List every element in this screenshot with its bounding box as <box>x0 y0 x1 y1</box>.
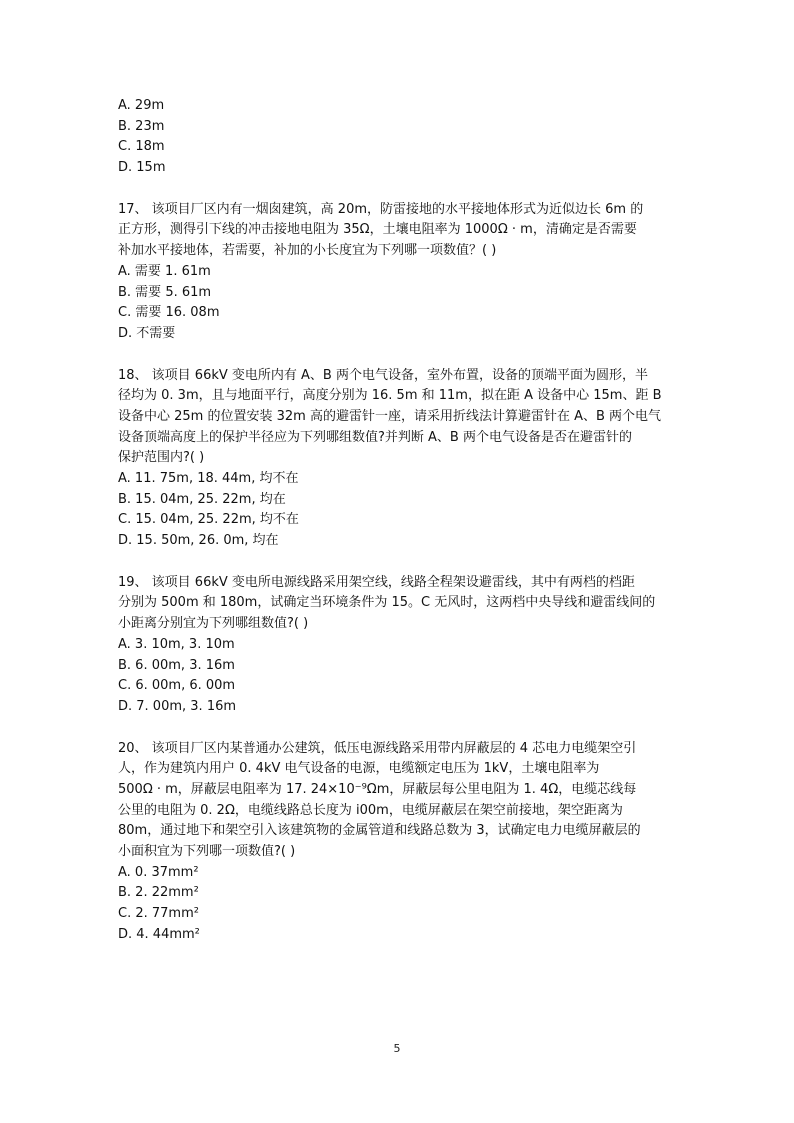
question-line: 小距离分别宜为下列哪组数值?( ) <box>118 616 309 632</box>
question-line: 80m，通过地下和架空引入该建筑物的金属管道和线路总数为 3，试确定电力电缆屏蔽层的 <box>118 823 641 839</box>
question-19 <box>118 573 678 718</box>
question-line: 公里的电阻为 0. 2Ω，电缆线路总长度为 i00m，电缆屏蔽层在架空前接地，架空距离为 <box>118 802 623 818</box>
question-line: 17、 该项目厂区内有一烟囱建筑，高 20m，防雷接地的水平接地体形式为近似边长 6m 的 <box>118 201 644 217</box>
question-text <box>118 366 678 469</box>
option-a: A. 3. 10m, 3. 10m <box>118 636 235 652</box>
question-line: 正方形，测得引下线的冲击接地电阻为 35Ω，土壤电阻率为 1000Ω · m，清确定是否需要 <box>118 222 637 238</box>
question-line: 补加水平接地体，若需要，补加的小长度宜为下列哪一项数值？( ) <box>118 243 497 259</box>
option-a: A. 0. 37mm² <box>118 864 199 880</box>
option-b: B. 需要 5. 61m <box>118 284 212 300</box>
document-page <box>118 96 678 945</box>
option-d: D. 4. 44mm² <box>118 926 200 942</box>
option-d: D. 15m <box>118 160 166 176</box>
option-b: B. 6. 00m, 3. 16m <box>118 657 235 673</box>
question-line: 设备中心 25m 的位置安装 32m 高的避雷针一座，请采用折线法计算避雷针在 A、B 两个电气 <box>118 408 662 424</box>
question-text <box>118 739 678 863</box>
prev-question-options <box>118 96 678 179</box>
question-18 <box>118 366 678 552</box>
option-c: C. 2. 77mm² <box>118 906 199 922</box>
option-a: A. 需要 1. 61m <box>118 263 211 279</box>
question-line: 20、 该项目厂区内某普通办公建筑，低压电源线路采用带内屏蔽层的 4 芯电力电缆架空引 <box>118 740 637 756</box>
question-20 <box>118 739 678 946</box>
question-line: 设备顶端高度上的保护半径应为下列哪组数值?并判断 A、B 两个电气设备是否在避雷针的 <box>118 429 632 445</box>
option-a: A. 29m <box>118 98 165 113</box>
option-b: B. 2. 22mm² <box>118 885 199 901</box>
question-line: 500Ω · m，屏蔽层电阻率为 17. 24×10⁻⁹Ωm，屏蔽层每公里电阻为 1. 4Ω，电缆芯线每 <box>118 781 637 797</box>
question-line: 小面积宜为下列哪一项数值?( ) <box>118 844 296 859</box>
question-text <box>118 573 678 635</box>
question-line: 分别为 500m 和 180m，试确定当环境条件为 15。C 无风时，这两档中央导线和避雷线间的 <box>118 595 656 611</box>
option-c: C. 需要 16. 08m <box>118 305 220 321</box>
option-d: D. 不需要 <box>118 325 176 341</box>
option-a: A. 11. 75m, 18. 44m, 均不在 <box>118 471 299 486</box>
option-b: B. 15. 04m, 25. 22m, 均在 <box>118 491 286 507</box>
option-c: C. 15. 04m, 25. 22m, 均不在 <box>118 512 299 528</box>
question-text <box>118 200 678 262</box>
question-line: 人，作为建筑内用户 0. 4kV 电气设备的电源，电缆额定电压为 1kV，土壤电阻率为 <box>118 761 600 777</box>
option-d: D. 15. 50m, 26. 0m, 均在 <box>118 533 279 549</box>
option-c: C. 18m <box>118 139 165 155</box>
question-line: 18、 该项目 66kV 变电所内有 A、B 两个电气设备，室外布置，设备的顶端平面为圆形，半 <box>118 367 648 383</box>
option-d: D. 7. 00m, 3. 16m <box>118 698 237 714</box>
question-line: 径均为 0. 3m，且与地面平行，高度分别为 16. 5m 和 11m，拟在距 A 设备中心 15m、距 B <box>118 388 662 404</box>
question-line: 19、 该项目 66kV 变电所电源线路采用架空线，线路全程架设避雷线，其中有两档的档距 <box>118 574 635 590</box>
question-17 <box>118 200 678 345</box>
page-number: 5 <box>393 1042 401 1055</box>
question-line: 保护范围内?( ) <box>118 450 205 466</box>
option-b: B. 23m <box>118 118 165 134</box>
option-c: C. 6. 00m, 6. 00m <box>118 678 236 694</box>
